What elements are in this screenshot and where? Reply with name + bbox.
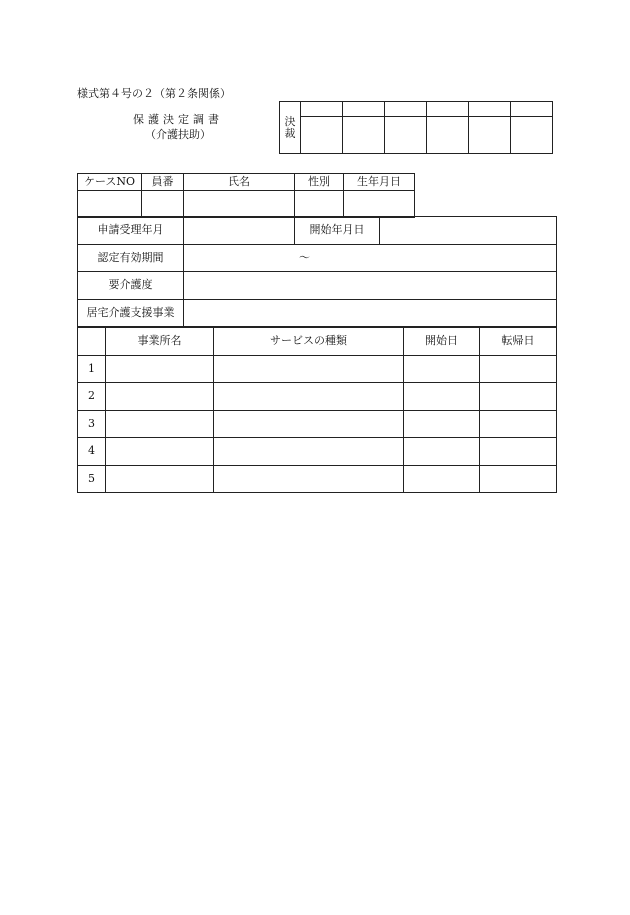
provider-name-field[interactable] [106,410,214,438]
service-end-field[interactable] [480,410,557,438]
row-number: 2 [78,383,106,411]
period-separator: ～ [299,250,310,264]
form-number: 様式第４号の２（第２条関係） [77,87,231,100]
care-info-table [77,216,557,327]
table-row [78,355,557,383]
certification-period-field[interactable] [184,244,557,272]
case-info-table [77,173,415,218]
service-type-field[interactable] [214,438,404,466]
gender-header: 性別 [295,174,344,191]
provider-name-field[interactable] [106,465,214,493]
row-number-header [78,328,106,356]
case-no-header: ケースNO [78,174,142,191]
table-row [78,438,557,466]
member-no-field[interactable] [142,191,184,218]
service-start-field[interactable] [404,383,480,411]
gender-field[interactable] [295,191,344,218]
care-level-field[interactable] [184,272,557,300]
approval-label-text: 決 裁 [284,114,296,140]
certification-period-label: 認定有効期間 [78,244,184,272]
service-type-header: サービスの種類 [214,328,404,356]
service-start-field[interactable] [404,355,480,383]
member-no-header: 員番 [142,174,184,191]
document-subtitle: （介護扶助） [145,128,211,141]
row-number: 1 [78,355,106,383]
approval-stamp-grid [279,101,553,154]
approval-stamp-cell[interactable] [301,117,343,154]
service-start-field[interactable] [404,438,480,466]
approval-cell[interactable] [385,102,427,117]
service-end-field[interactable] [480,465,557,493]
care-support-field[interactable] [184,299,557,327]
provider-name-field[interactable] [106,383,214,411]
service-start-field[interactable] [404,465,480,493]
service-type-field[interactable] [214,355,404,383]
provider-name-field[interactable] [106,438,214,466]
approval-cell[interactable] [301,102,343,117]
approval-stamp-cell[interactable] [511,117,553,154]
birthdate-header: 生年月日 [344,174,415,191]
name-field[interactable] [184,191,295,218]
approval-cell[interactable] [427,102,469,117]
approval-stamp-cell[interactable] [427,117,469,154]
row-number: 5 [78,465,106,493]
service-end-field[interactable] [480,438,557,466]
service-end-field[interactable] [480,383,557,411]
approval-cell[interactable] [469,102,511,117]
approval-label [280,102,301,154]
row-number: 4 [78,438,106,466]
table-row [78,383,557,411]
service-start-field[interactable] [404,410,480,438]
approval-stamp-cell[interactable] [385,117,427,154]
service-type-field[interactable] [214,465,404,493]
start-date-label: 開始年月日 [295,217,380,245]
table-row [78,410,557,438]
service-type-field[interactable] [214,383,404,411]
application-date-field[interactable] [184,217,295,245]
approval-stamp-cell[interactable] [469,117,511,154]
document-title: 保護決定調書 [133,113,223,126]
service-end-field[interactable] [480,355,557,383]
approval-cell[interactable] [343,102,385,117]
service-end-header: 転帰日 [480,328,557,356]
approval-stamp-cell[interactable] [343,117,385,154]
case-no-field[interactable] [78,191,142,218]
service-start-header: 開始日 [404,328,480,356]
application-date-label: 申請受理年月 [78,217,184,245]
care-level-label: 要介護度 [78,272,184,300]
services-table [77,327,557,493]
provider-name-header: 事業所名 [106,328,214,356]
name-header: 氏名 [184,174,295,191]
start-date-field[interactable] [380,217,557,245]
approval-cell[interactable] [511,102,553,117]
row-number: 3 [78,410,106,438]
birthdate-field[interactable] [344,191,415,218]
service-type-field[interactable] [214,410,404,438]
table-row [78,465,557,493]
provider-name-field[interactable] [106,355,214,383]
care-support-label: 居宅介護支援事業 [78,299,184,327]
